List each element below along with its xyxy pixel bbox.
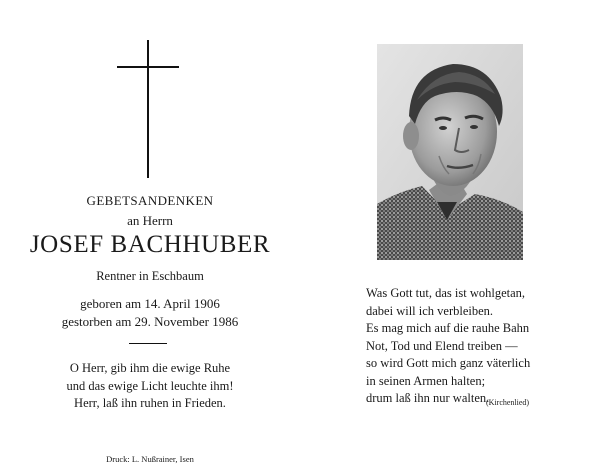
hymn-verse bbox=[366, 285, 566, 408]
card-heading: GEBETSANDENKEN bbox=[86, 193, 214, 208]
cross-icon bbox=[117, 40, 179, 178]
verse-line: Not, Tod und Elend treiben — bbox=[366, 338, 518, 353]
verse-line: drum laß ihn nur walten. bbox=[366, 391, 490, 405]
verse-line: Es mag mich auf die rauhe Bahn bbox=[366, 321, 530, 335]
portrait-photo bbox=[377, 44, 523, 260]
prayer-line: und das ewige Licht leuchte ihm! bbox=[66, 378, 234, 393]
verse-line: dabei will ich verbleiben. bbox=[366, 303, 494, 318]
deceased-name: JOSEF BACHHUBER bbox=[29, 231, 271, 258]
prayer-line: O Herr, gib ihm die ewige Ruhe bbox=[69, 361, 231, 375]
verse-line: so wird Gott mich ganz väterlich bbox=[366, 356, 531, 370]
verse-line: in seinen Armen halten; bbox=[366, 373, 486, 388]
death-date-line: gestorben am 29. November 1986 bbox=[61, 314, 239, 329]
divider bbox=[129, 343, 167, 344]
printer-credit: Druck: L. Nußrainer, Isen bbox=[106, 454, 194, 464]
prayer-text bbox=[0, 360, 300, 413]
prayer-line: Herr, laß ihn ruhen in Frieden. bbox=[74, 396, 226, 410]
verse-source: (Kirchenlied) bbox=[486, 398, 530, 407]
verse-line: Was Gott tut, das ist wohlgetan, bbox=[366, 286, 526, 300]
occupation-line: Rentner in Eschbaum bbox=[96, 269, 204, 283]
honorific-line: an Herrn bbox=[127, 213, 173, 228]
birth-date-line: geboren am 14. April 1906 bbox=[80, 296, 220, 311]
